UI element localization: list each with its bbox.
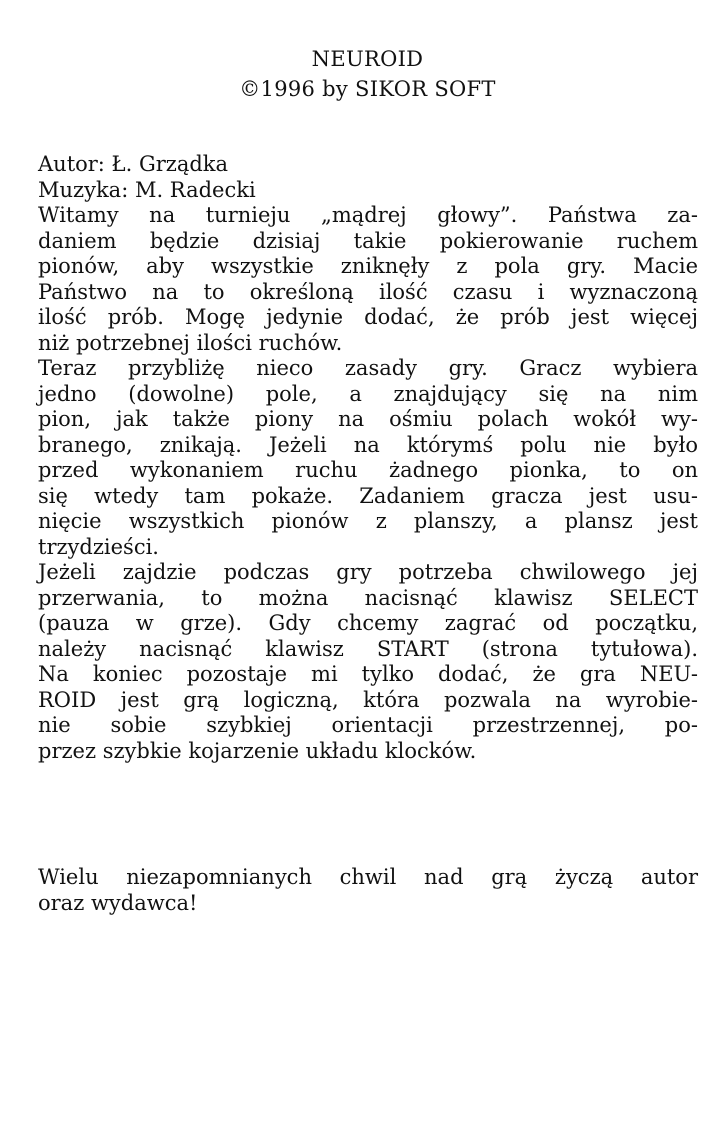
- game-title: NEUROID: [311, 47, 424, 71]
- closing-line: Wielu niezapomnianych chwil nad grą życzą autor: [38, 865, 698, 889]
- paragraph-line: się wtedy tam pokaże. Zadaniem gracza jest usu-: [38, 483, 698, 508]
- paragraph-line: (pauza w grze). Gdy chcemy zagrać od początku,: [38, 611, 698, 635]
- paragraph-line: Teraz przybliżę nieco zasady gry. Gracz wybiera: [38, 356, 698, 380]
- paragraph-line: ROID jest grą logiczną, która pozwala na wyrobie-: [38, 687, 698, 712]
- paragraph-line: branego, znikają. Jeżeli na którymś polu nie było: [38, 432, 698, 457]
- copyright-line: ©1996 by SIKOR SOFT: [239, 77, 496, 101]
- controls-paragraph: [38, 560, 698, 662]
- closing-line: oraz wydawca!: [38, 890, 198, 915]
- paragraph-line: należy nacisnąć klawisz START (strona tytułowa).: [38, 636, 698, 661]
- paragraph-line: pion, jak także piony na ośmiu polach wokół wy-: [38, 407, 698, 431]
- author-credit: Autor: Ł. Grządka: [38, 152, 229, 176]
- paragraph-line: trzydzieści.: [38, 534, 159, 559]
- paragraph-line: pionów, aby wszystkie zniknęły z pola gry. Macie: [38, 254, 698, 278]
- music-credit: Muzyka: M. Radecki: [38, 177, 256, 202]
- paragraph-line: daniem będzie dzisiaj takie pokierowanie ruchem: [38, 228, 698, 253]
- summary-paragraph: [38, 662, 698, 764]
- rules-paragraph: [38, 356, 698, 560]
- paragraph-line: Jeżeli zajdzie podczas gry potrzeba chwilowego jej: [38, 560, 698, 584]
- paragraph-line: Witamy na turnieju „mądrej głowy”. Państwa za-: [38, 203, 698, 227]
- paragraph-line: Na koniec pozostaje mi tylko dodać, że gra NEU-: [38, 662, 698, 686]
- paragraph-line: jedno (dowolne) pole, a znajdujący się na nim: [38, 381, 698, 406]
- document-header: [0, 44, 715, 104]
- paragraph-line: Państwo na to określoną ilość czasu i wyznaczoną: [38, 279, 698, 304]
- paragraph-line: niż potrzebnej ilości ruchów.: [38, 330, 343, 355]
- paragraph-line: przez szybkie kojarzenie układu klocków.: [38, 738, 477, 763]
- paragraph-line: ilość prób. Mogę jedynie dodać, że prób jest więcej: [38, 305, 698, 329]
- paragraph-line: przed wykonaniem ruchu żadnego pionka, to on: [38, 458, 698, 482]
- paragraph-line: nięcie wszystkich pionów z planszy, a plansz jest: [38, 509, 698, 533]
- paragraph-line: nie sobie szybkiej orientacji przestrzennej, po-: [38, 713, 698, 737]
- intro-paragraph: [38, 203, 698, 356]
- document-body: [38, 152, 698, 764]
- paragraph-line: przerwania, to można nacisnąć klawisz SELECT: [38, 585, 698, 610]
- closing-message: [38, 865, 698, 916]
